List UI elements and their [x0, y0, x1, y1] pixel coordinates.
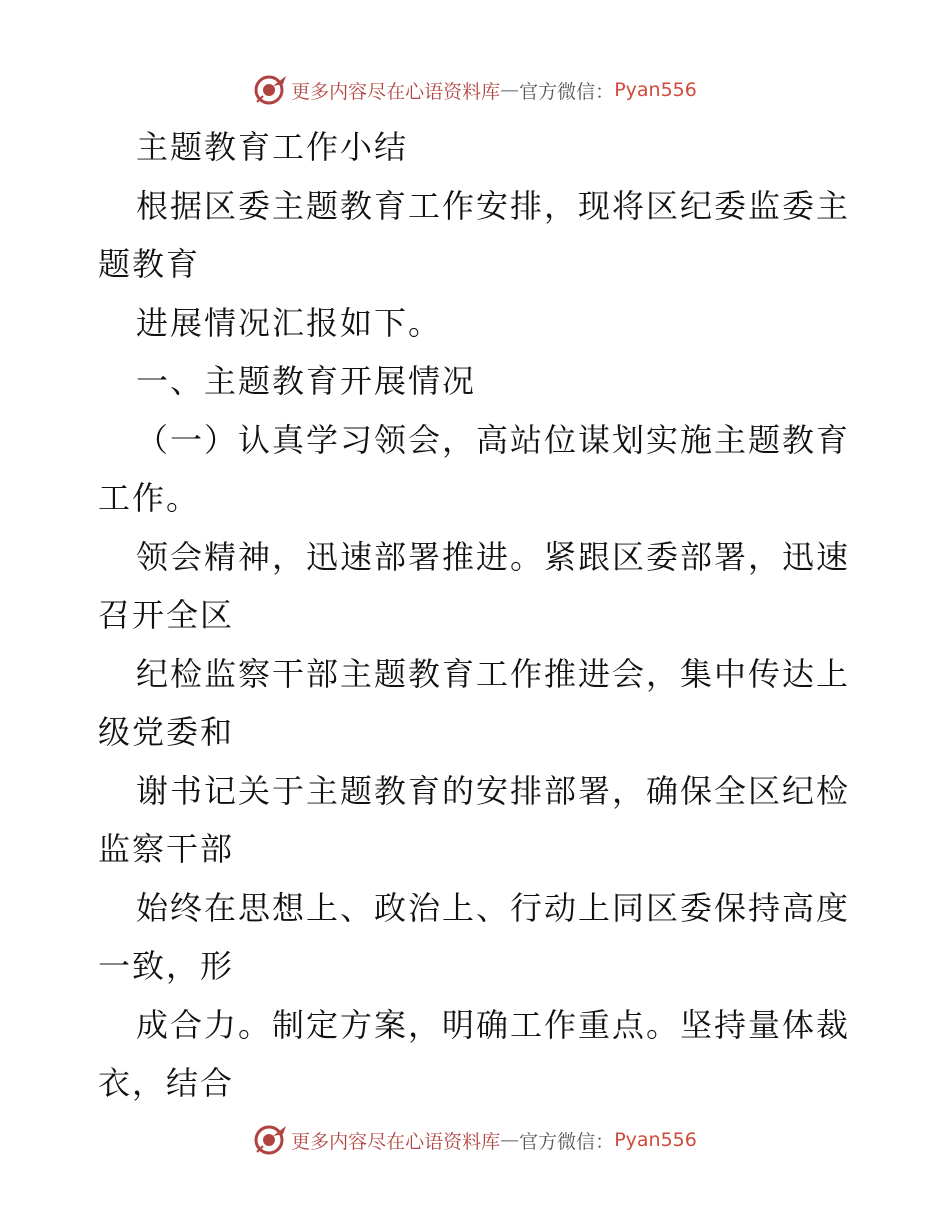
subsection-heading: （一）认真学习领会，高站位谋划实施主题教育工作。 — [98, 420, 851, 517]
watermark-header — [0, 70, 950, 110]
watermark-dash: — — [500, 1129, 520, 1151]
paragraph: 根据区委主题教育工作安排，现将区纪委监委主题教育 — [98, 186, 851, 283]
document-title: 主题教育工作小结 — [136, 128, 409, 166]
paragraph: 成合力。制定方案，明确工作重点。坚持量体裁衣，结合 — [98, 1005, 851, 1102]
logo-icon — [253, 72, 289, 108]
watermark-dash: — — [500, 79, 520, 101]
document-body — [98, 118, 858, 1113]
paragraph: 纪检监察干部主题教育工作推进会，集中传达上级党委和 — [98, 654, 851, 751]
paragraph: 进展情况汇报如下。 — [136, 303, 443, 342]
paragraph: 始终在思想上、政治上、行动上同区委保持高度一致，形 — [98, 888, 851, 985]
watermark-wechat-id: Pyan556 — [614, 1129, 697, 1151]
watermark-wechat-label: 官方微信： — [519, 1130, 615, 1153]
logo-icon — [253, 1122, 289, 1158]
watermark-wechat-label: 官方微信： — [519, 80, 615, 103]
section-heading: 一、主题教育开展情况 — [136, 362, 477, 400]
watermark-text: 更多内容尽在心语资料库 — [291, 1130, 501, 1153]
watermark-text: 更多内容尽在心语资料库 — [291, 80, 501, 103]
watermark-wechat-id: Pyan556 — [614, 79, 697, 101]
paragraph: 领会精神，迅速部署推进。紧跟区委部署，迅速召开全区 — [98, 537, 851, 634]
watermark-footer — [0, 1120, 950, 1160]
paragraph: 谢书记关于主题教育的安排部署，确保全区纪检监察干部 — [98, 771, 851, 868]
